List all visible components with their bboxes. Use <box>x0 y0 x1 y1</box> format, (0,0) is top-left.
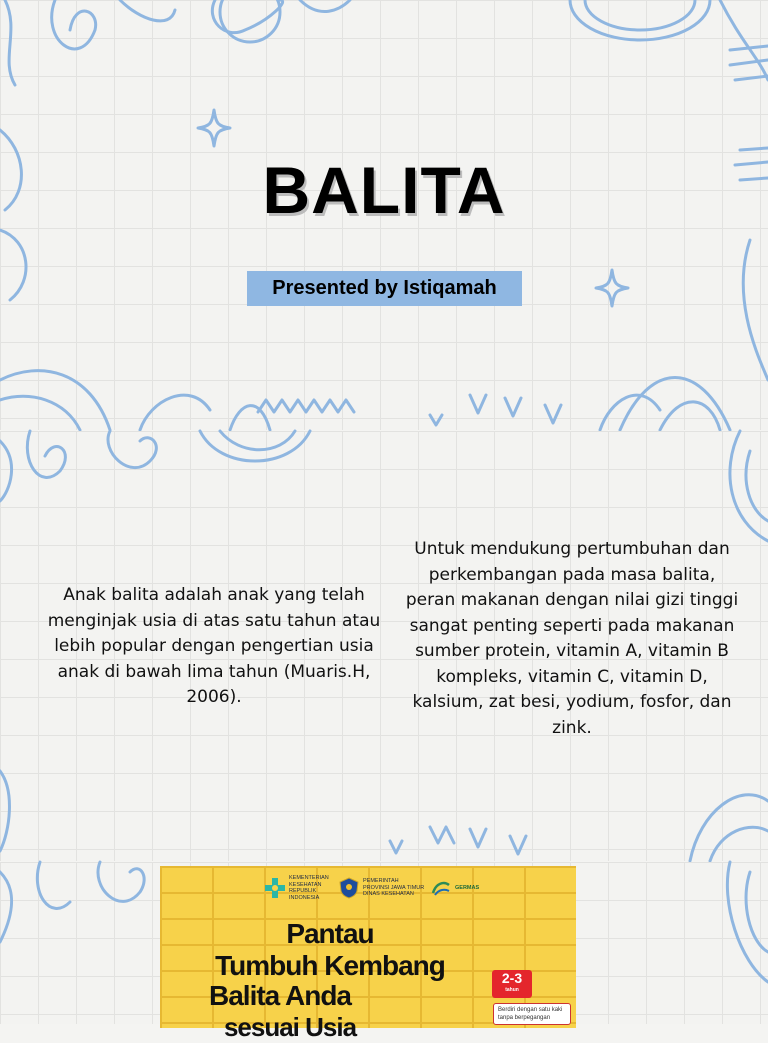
presenter-label: Presented by Istiqamah <box>247 271 522 306</box>
nutrition-paragraph: Untuk mendukung pertumbuhan dan perkembangan pada masa balita, peran makanan dengan nilai gizi tinggi sangat penting seperti pada makanan sumber protein, vitamin A, vitamin B kompleks, vitamin C, vitamin D, kalsium, zat besi, yodium, fosfor, dan zink. <box>405 539 739 738</box>
ministry-logo-icon <box>264 877 286 899</box>
poster-headline-line4: sesuai Usia <box>223 1012 357 1042</box>
age-badge <box>492 970 532 998</box>
province-logo-text: PEMERINTAH PROVINSI JAWA TIMUR DINAS KESEHATAN <box>363 878 425 898</box>
poster-headline-line2: Tumbuh Kembang <box>215 950 445 981</box>
age-badge-unit: tahun <box>505 987 519 993</box>
definition-paragraph: Anak balita adalah anak yang telah menginjak usia di atas satu tahun atau lebih popular dengan pengertian usia anak di bawah lima tahun (Muaris.H, 2006). <box>47 585 381 707</box>
content-slide <box>0 431 768 861</box>
growth-poster <box>160 866 576 1042</box>
poster-headline-line3: Balita Anda <box>209 980 351 1011</box>
province-logo <box>338 874 425 902</box>
milestone-note: Berdiri dengan satu kaki tanpa berpegangan <box>493 1003 571 1025</box>
germas-logo-text: GERMAS <box>455 884 480 891</box>
ministry-logo <box>264 874 329 902</box>
province-emblem-icon <box>338 877 360 899</box>
age-badge-range: 2-3 <box>501 970 523 986</box>
poster-headline-line1: Pantau <box>286 918 374 949</box>
germas-logo <box>430 874 479 902</box>
ministry-logo-text: KEMENTERIAN KESEHATAN REPUBLIK INDONESIA <box>289 875 329 901</box>
slide-title: BALITA <box>262 153 506 227</box>
germas-logo-icon <box>430 877 452 899</box>
title-slide <box>0 0 768 430</box>
poster-slide <box>0 862 768 1042</box>
